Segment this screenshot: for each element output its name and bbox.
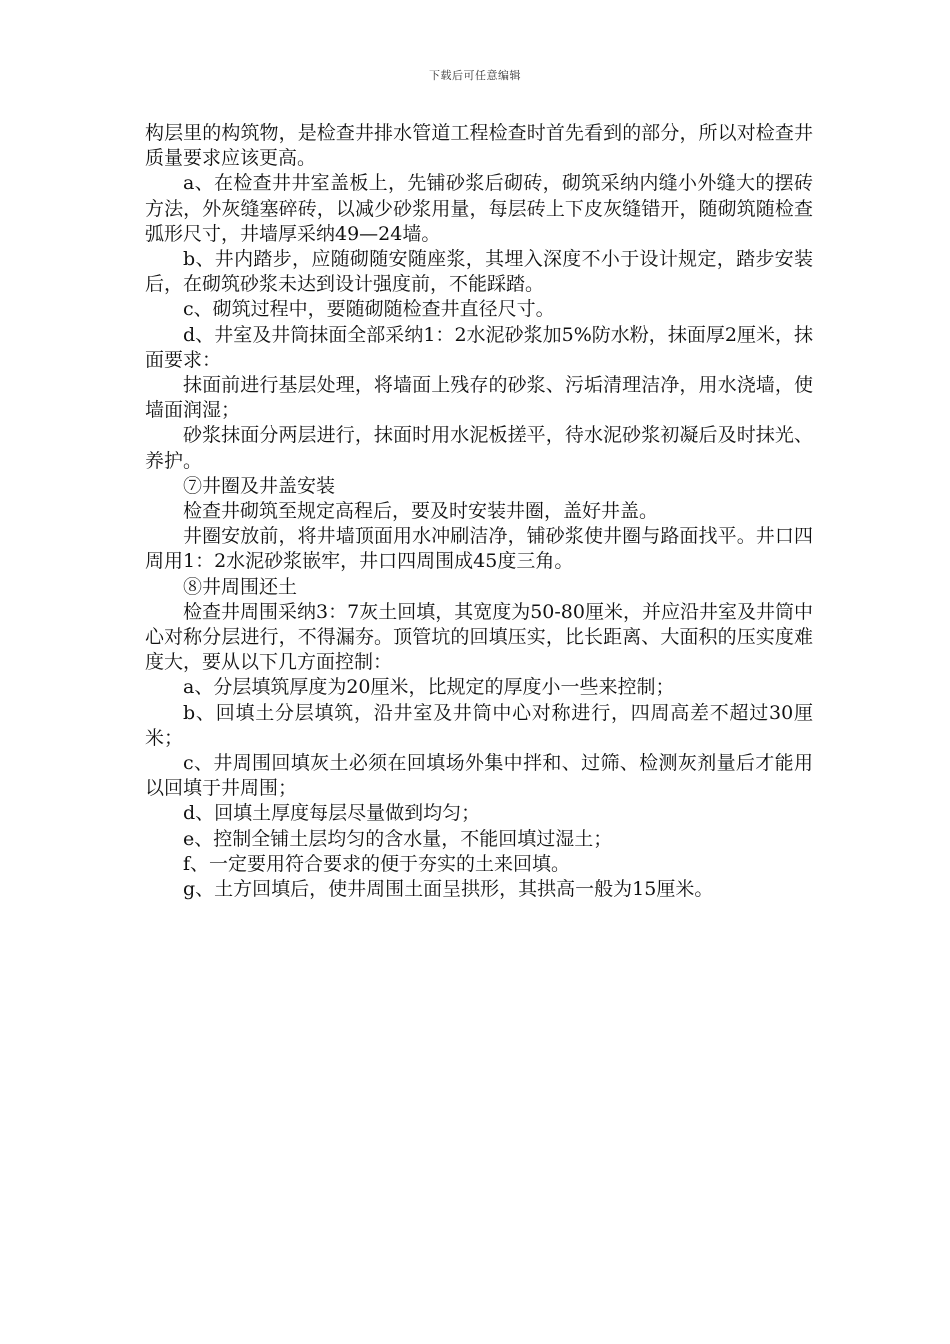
paragraph-item-c: c、砌筑过程中，要随砌随检查井直径尺寸。 (183, 298, 555, 321)
paragraph-backfill-c: c、井周围回填灰土必须在回填场外集中拌和、过筛、检测灰剂量后才能用以回填于井周围； (145, 752, 813, 800)
paragraph-ring-placement: 井圈安放前，将井墙顶面用水冲刷洁净，铺砂浆使井圈与路面找平。井口四周用1：2水泥砂浆嵌牢，井口四周围成45度三角。 (145, 525, 813, 573)
paragraph-backfill-e: e、控制全铺土层均匀的含水量，不能回填过湿土； (183, 827, 613, 850)
paragraph-plaster-layers: 砂浆抹面分两层进行，抹面时用水泥板搓平，待水泥砂浆初凝后及时抹光、养护。 (145, 424, 813, 472)
paragraph-plaster-prep: 抹面前进行基层处理，将墙面上残存的砂浆、污垢清理洁净，用水浇墙，使墙面润湿； (145, 374, 813, 422)
section-heading-7: ⑦井圈及井盖安装 (183, 474, 336, 497)
paragraph-backfill-intro: 检查井周围采纳3：7灰土回填，其宽度为50-80厘米，并应沿井室及井筒中心对称分层进行，不得漏夯。顶管坑的回填压实，比长距离、大面积的压实度难度大，要从以下几方面控制： (145, 600, 813, 674)
paragraph-backfill-b: b、回填土分层填筑，沿井室及井筒中心对称进行，四周高差不超过30厘米； (145, 701, 813, 749)
paragraph-backfill-f: f、一定要用符合要求的便于夯实的土来回填。 (183, 852, 571, 875)
paragraph-continuation: 构层里的构筑物，是检查井排水管道工程检查时首先看到的部分，所以对检查井质量要求应该更高。 (145, 122, 813, 170)
page-header: 下载后可任意编辑 (429, 69, 521, 82)
paragraph-ring-install: 检查井砌筑至规定高程后，要及时安装井圈，盖好井盖。 (183, 500, 659, 523)
paragraph-backfill-a: a、分层填筑厚度为20厘米，比规定的厚度小一些来控制； (183, 676, 675, 699)
section-heading-8: ⑧井周围还土 (183, 575, 298, 598)
paragraph-backfill-g: g、土方回填后，使井周围土面呈拱形，其拱高一般为15厘米。 (183, 878, 714, 901)
paragraph-item-a: a、在检查井井室盖板上，先铺砂浆后砌砖，砌筑采纳内缝小外缝大的摆砖方法，外灰缝塞碎砖，以减少砂浆用量，每层砖上下皮灰缝错开，随砌筑随检查弧形尺寸，井墙厚采纳49—24墙。 (145, 172, 813, 245)
paragraph-item-b: b、井内踏步，应随砌随安随座浆，其埋入深度不小于设计规定，踏步安装后，在砌筑砂浆未达到设计强度前，不能踩踏。 (145, 248, 813, 296)
paragraph-backfill-d: d、回填土厚度每层尽量做到均匀； (183, 802, 481, 825)
paragraph-item-d: d、井室及井筒抹面全部采纳1：2水泥砂浆加5%防水粉，抹面厚2厘米，抹面要求： (145, 323, 813, 371)
document-body (145, 121, 813, 902)
